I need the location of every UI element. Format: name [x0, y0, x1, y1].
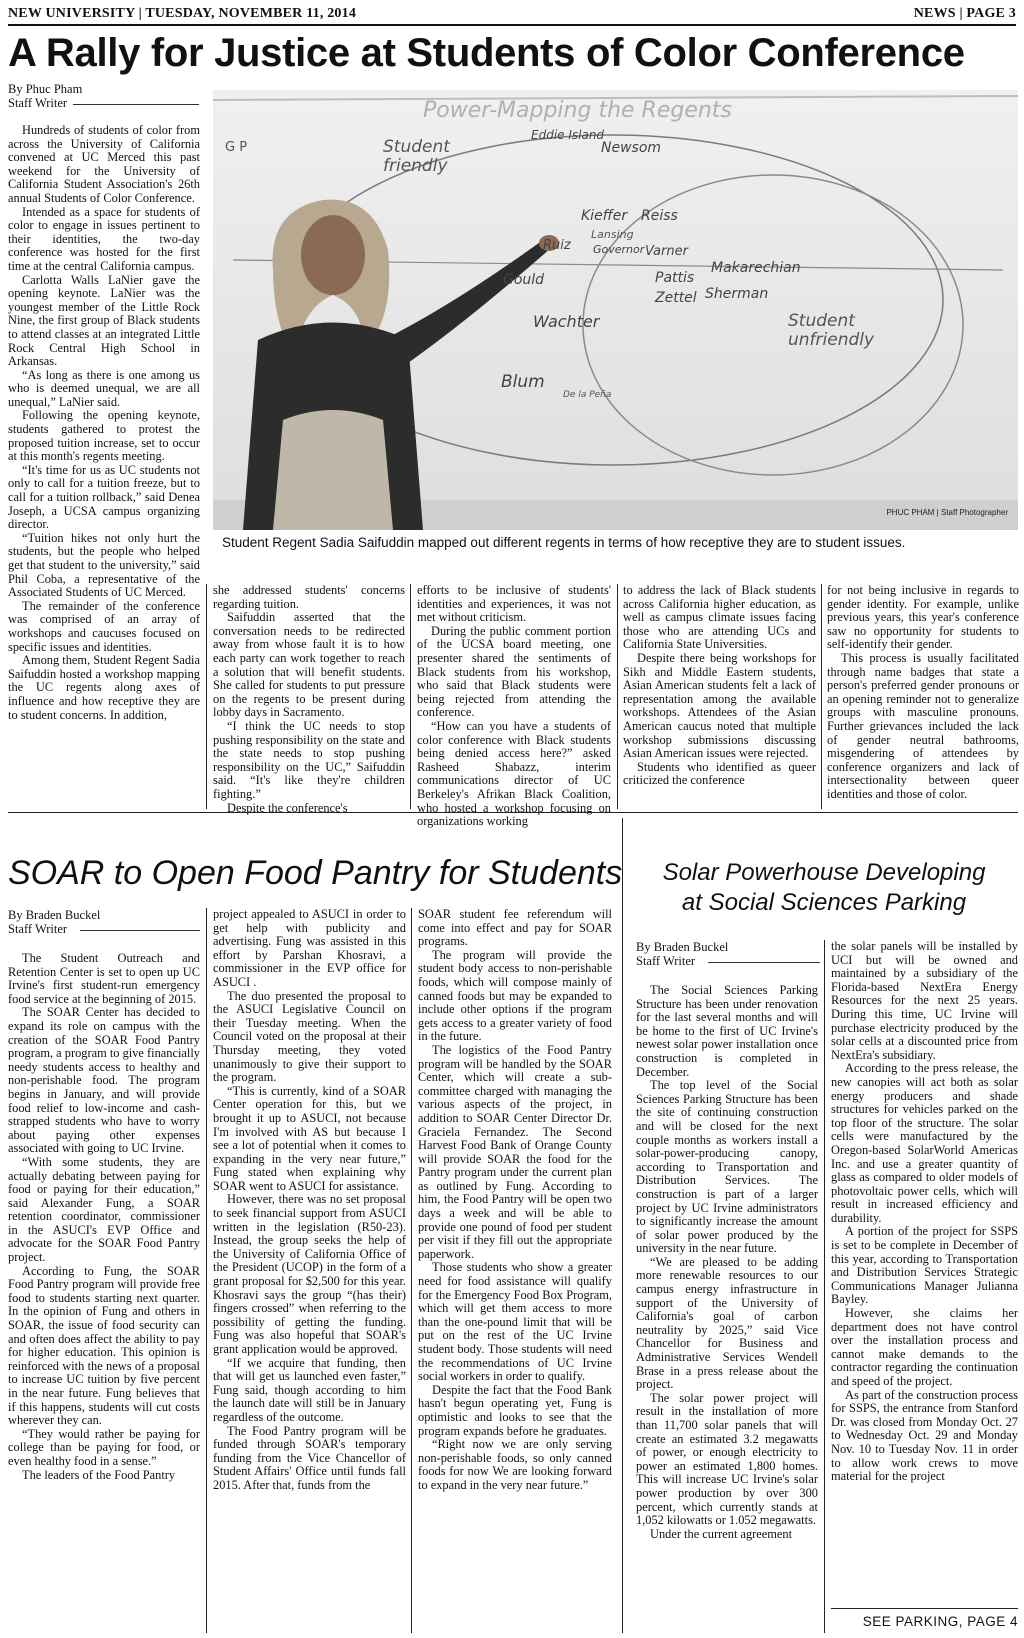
paragraph: Despite there being workshops for Sikh and Middle Eastern students, Asian American students felt a lack of representation among the available workshops. Attendees of the Asian American caucus noted that multiple workshop submissions discussing Asian American issues were rejected. — [623, 650, 816, 761]
regent-name: Governor — [593, 243, 645, 256]
paragraph: However, there was no set proposal to seek financial support from ASUCI written in the legislation (R50-23). Instead, the group seeks the help of the University of California Office of the President (UCOP) in the form of a grant proposal for $2,500 for this year. Khosravi says the group “(has their) fingers crossed” when referring to the possibility of getting the funding. Fung was also hopeful that SOAR's grant application would be approved. — [213, 1192, 406, 1356]
paragraph: However, she claims her department does not have control over the installation process and cannot make demands to the contractor regarding the continuation and speed of the project. — [831, 1306, 1018, 1388]
story2-column-1 — [8, 952, 200, 1633]
paragraph: The program will provide the student body access to non-perishable foods, which will compose mainly of canned foods but may be expanded to include other options if the program gets access to a greater variety of food in the future. — [418, 947, 612, 1044]
story1-column-2 — [213, 583, 405, 815]
story3-column-1 — [636, 984, 818, 1633]
paragraph: The SOAR Center has decided to expand its role on campus with the creation of the SOAR Food Pantry program, a program to give financially needy students access to healthy and non-perishable food. The program begins in January, and will provide food relief to low-income and cash-strapped students who have to worry about paying other expenses associated with going to UC Irvine. — [8, 1005, 200, 1156]
paragraph: Among them, Student Regent Sadia Saifuddin hosted a workshop mapping the UC regents along axes of influence and how receptive they are to student concerns. In addition, — [8, 653, 200, 722]
jump-rule — [831, 1608, 1018, 1609]
paragraph: A portion of the project for SSPS is set to be complete in December of this year, according to Transportation and Distribution Services Strategic Communications Manager Julianna Bayley. — [831, 1224, 1018, 1307]
story1-column-3 — [417, 583, 611, 829]
paragraph: “We are pleased to be adding more renewable resources to our campus energy infrastructure in support of the University of California's goal of carbon neutrality by 2025,” said Vice Chancellor for Business and Administrative Services Wendell Brase in a press release about the project. — [636, 1254, 818, 1392]
story-divider — [8, 812, 1018, 813]
byline-role: Staff Writer — [8, 96, 68, 110]
byline-name: By Braden Buckel — [636, 940, 729, 954]
photo-caption: Student Regent Sadia Saifuddin mapped out different regents in terms of how receptive they are to student issues. — [222, 535, 906, 550]
paragraph: Saifuddin asserted that the conversation needs to be redirected away from whose fault it is to how each party can work together to reach a solution that will benefit students. She called for students to put pressure on the regents to be present during lobby days in Sacramento. — [213, 610, 405, 720]
story2-column-3 — [418, 908, 612, 1633]
paragraph: “Tuition hikes not only hurt the students, but the people who helped get that student to the university,” said Phil Coba, a representative of the Associated Students of UC Merced. — [8, 530, 200, 600]
paragraph: The Student Outreach and Retention Center is set to open up UC Irvine's first student-run emergency food service at the beginning of 2015. — [8, 951, 200, 1006]
photo-credit: PHUC PHAM | Staff Photographer — [886, 508, 1008, 517]
column-divider — [206, 908, 207, 1633]
byline-role: Staff Writer — [636, 954, 696, 968]
regent-name: Makarechian — [711, 260, 801, 276]
story1-headline: A Rally for Justice at Students of Color Conference — [8, 31, 965, 75]
paragraph: “How can you have a students of color conference with Black students being denied access here?” asked Rasheed Shabazz, interim communications director of UC Berkeley's Afrikan Black Coalition, who hosted a workshop focusing on organizations working — [417, 718, 611, 829]
paragraph: Following the opening keynote, students gathered to protest the proposed tuition increase, set to occur at this month's regents meeting. — [8, 408, 200, 464]
masthead-date: NEW UNIVERSITY | TUESDAY, NOVEMBER 11, 2014 — [8, 6, 357, 21]
story1-byline — [8, 82, 82, 110]
paragraph: she addressed students' concerns regarding tuition. — [213, 583, 405, 611]
paragraph: The leaders of the Food Pantry — [22, 1467, 176, 1482]
paragraph: Students who identified as queer criticized the conference — [623, 759, 816, 788]
paragraph: “I think the UC needs to stop pushing responsibility on the state and the state needs to stop pushing responsibility on the UC,” Saifuddin said. “It's like they're children fighting.” — [213, 718, 405, 801]
paragraph: Hundreds of students of color from across the University of California convened at UC Merced this past weekend for the University of California Student Association's 26th annual Students of Color Conference. — [8, 123, 200, 205]
paragraph: project appealed to ASUCI in order to get help with publicity and advertising. Fung was assisted in this effort by Parshan Khosravi, a commissioner in the EVP office for ASUCI . — [213, 907, 406, 989]
paragraph: The Food Pantry program will be funded through SOAR's temporary funding from the Vice Chancellor of Student Affairs' Office until funds fall 2015. After that, funds from the — [213, 1423, 406, 1492]
column-divider — [617, 584, 618, 809]
paragraph: “If we acquire that funding, then that will get us launched even faster,” Fung said, though according to him the launch date will still be in January regardless of the outcome. — [213, 1355, 406, 1424]
story3-headline-line1: Solar Powerhouse Developing — [662, 859, 986, 886]
regent-name: Wachter — [533, 312, 600, 331]
regent-name: Zettel — [655, 290, 697, 306]
whiteboard-student-friendly: Student friendly — [383, 137, 450, 176]
regent-name: Gould — [503, 272, 545, 288]
paragraph: Carlotta Walls LaNier gave the opening keynote. LaNier was the youngest member of the Little Rock Nine, the first group of Black students to attend classes at an integrated Little Rock Central High School in Arkansas. — [8, 272, 200, 369]
column-divider — [206, 584, 207, 809]
story1-column-5 — [827, 584, 1019, 806]
byline-role: Staff Writer — [8, 922, 68, 936]
paragraph: The top level of the Social Sciences Parking Structure has been the site of continuing construction and will be closed for the next couple months as workers install a solar-power-producing canopy, according to Transportation and Distribution Services. The construction is part of a larger project by UC Irvine administrators to significantly increase the amount of solar power produced by the university in the near future. — [636, 1078, 818, 1256]
paragraph: “They would rather be paying for college than be paying for food, or even healthy food in a sense.” — [8, 1426, 200, 1468]
story3-byline — [636, 940, 728, 968]
regent-name: Blum — [501, 372, 545, 392]
story3-headline — [630, 858, 1018, 918]
masthead-section: NEWS | PAGE 3 — [913, 6, 1016, 21]
regent-name: Sherman — [705, 286, 769, 302]
regent-name: Lansing — [591, 228, 634, 241]
paragraph: During the public comment portion of the UCSA board meeting, one presenter shared the sentiments of Black students from his workshop, who said that Black students were being rejected from attending the conference. — [417, 623, 611, 720]
paragraph: “Right now we are only serving non-perishable foods, so only canned foods for now We are looking forward to expand in the very near future.” — [418, 1437, 612, 1492]
regent-name: De la Peña — [563, 390, 612, 400]
story3-column-2 — [831, 940, 1018, 1602]
column-divider — [824, 940, 825, 1633]
paragraph: The Social Sciences Parking Structure has been under renovation for the last several months and will be home to the first of UC Irvine's newest solar power installation once construction is completed in December. — [636, 983, 818, 1079]
paragraph: to address the lack of Black students across California higher education, as well as campus climate issues facing those who are attending UCs and California State Universities. — [623, 583, 816, 652]
column-divider — [411, 908, 412, 1633]
regent-name: Newsom — [601, 140, 662, 156]
story1-column-1 — [8, 124, 200, 806]
regent-name: Kieffer — [581, 208, 628, 224]
paragraph: Under the current agreement — [650, 1526, 793, 1541]
byline-name: By Phuc Pham — [8, 82, 83, 96]
paragraph: According to the press release, the new canopies will act both as solar energy producers and shade structures for vehicles parked on the top floor of the structure. The solar cells were manufactured by the Oregon-based SolarWorld Americas Inc. and use a greater quantity of glass as compared to older models of photovoltaic power cells, which will result in increased efficiency and durability. — [831, 1061, 1018, 1225]
paragraph: The duo presented the proposal to the ASUCI Legislative Council on their Tuesday meeting. When the Council voted on the proposal at their Thursday meeting, they voted unanimously to give their support to the program. — [213, 988, 406, 1085]
whiteboard-drawing — [213, 90, 1018, 530]
jump-line[interactable]: SEE PARKING, PAGE 4 — [862, 1614, 1018, 1629]
paragraph: the solar panels will be installed by UCI but will be owned and maintained by a subsidiary of the Florida-based NextEra Energy Resources for the next 25 years. During this time, UC Irvine will purchase electricity produced by the solar cells at a discounted price from NextEra's subsidiary. — [831, 939, 1018, 1062]
story1-column-4 — [623, 584, 816, 806]
regent-name: Ruiz — [543, 238, 571, 253]
paragraph: SOAR student fee referendum will come into effect and pay for SOAR programs. — [418, 907, 612, 949]
paragraph: efforts to be inclusive of students' identities and experiences, it was not met without criticism. — [417, 583, 611, 625]
paragraph: Despite the fact that the Food Bank hasn't begun operating yet, Fung is optimistic and looks to see that the program expands before he graduates. — [418, 1382, 612, 1438]
column-divider — [410, 584, 411, 809]
paragraph: According to Fung, the SOAR Food Pantry program will provide free food to students starting next quarter. In the opinion of Fung and others in SOAR, the issue of food security can and often does affect the ability to pay for higher education. This opinion is reinforced with the news of a proposal to increase UC tuition by five percent in the near future. Fung believes that if this happens, students will cut costs wherever they can. — [8, 1263, 200, 1428]
paragraph: “This is currently, kind of a SOAR Center operation for this, but we brought it up to ASUCI, not because I'm involved with AS but because I see a lot of potential when it comes to expanding in the very near future,” Fung stated when explaining why SOAR went to ASUCI for assistance. — [213, 1083, 406, 1193]
paragraph: As part of the construction process for SSPS, the entrance from Stanford Dr. was closed from Monday Oct. 27 to Wednesday Oct. 29 and Monday Nov. 10 to Tuesday Nov. 11 in order to allow work crews to move material for the project — [831, 1387, 1018, 1484]
paragraph: Despite the conference's — [227, 800, 348, 815]
story2-byline — [8, 908, 100, 936]
paragraph: This process is usually facilitated through name badges that state a person's preferred gender pronouns or an opening reminder not to generalize groups with masculine pronouns. Further grievances included the lack of gender neutral bathrooms, misgendering of attendees by conference organizers and lack of intersectionality between queer identities and those of color. — [827, 650, 1019, 801]
regent-name: Pattis — [655, 270, 695, 286]
whiteboard-student-unfriendly: Student unfriendly — [788, 311, 875, 350]
regent-name: Eddie Island — [531, 128, 605, 142]
story2-column-2 — [213, 908, 406, 1633]
paragraph: Those students who show a greater need for food assistance will qualify for the Emergency Food Box Program, which will get them access to more than the one-pound limit that will be put on the rest of the UC Irvine student body. Those students will need the recommendations of UC Irvine social workers in order to qualify. — [418, 1260, 612, 1384]
regent-name: Varner — [645, 244, 688, 259]
paragraph: The logistics of the Food Pantry program will be handled by the SOAR Center, which will create a sub-committee charged with managing the various aspects of the project, in addition to SOAR Center Director Dr. Graciela Fernandez. The Second Harvest Food Bank of Orange County will provide SOAR the food for the Pantry program under the current plan as outlined by Fung. According to him, the Food Pantry will be open two days a week and will be able to provide one pound of food per student per visit if they fill out the appropriate paperwork. — [418, 1042, 612, 1261]
story3-headline-line2: at Social Sciences Parking — [681, 889, 967, 916]
story-column-divider — [622, 818, 623, 1633]
story2-headline: SOAR to Open Food Pantry for Students — [8, 854, 623, 892]
byline-name: By Braden Buckel — [8, 908, 101, 922]
paragraph: for not being inclusive in regards to gender identity. For example, unlike previous years, this year's conference saw no opportunity for students to self-identify their gender. — [827, 583, 1019, 652]
masthead — [8, 6, 1016, 26]
story1-photo — [213, 90, 1018, 530]
paragraph: The remainder of the conference was comprised of an array of workshops and caucuses focused on specific issues and identities. — [8, 598, 200, 654]
whiteboard-title: Power-Mapping the Regents — [423, 98, 732, 123]
paragraph: “With some students, they are actually debating between paying for food or paying for their education,” said Alexander Fung, a SOAR retention coordinator, commissioner in the ASUCI's EVP Office and advocate for the SOAR Food Pantry project. — [8, 1154, 200, 1265]
paragraph: “It's time for us as UC students not only to call for a tuition freeze, but to call for a tuition rollback,” said Denea Joseph, a UCSA campus organizing director. — [8, 462, 200, 532]
whiteboard-gp: G P — [225, 140, 248, 155]
paragraph: Intended as a space for students of color to engage in issues pertinent to their identities, the two-day conference was hosted for the first time at the central California campus. — [8, 204, 200, 273]
paragraph: “As long as there is one among us who is deemed unequal, we are all unequal,” LaNier said. — [8, 367, 200, 409]
regent-name: Reiss — [641, 208, 678, 224]
column-divider — [821, 584, 822, 809]
paragraph: The solar power project will result in the installation of more than 11,700 solar panels that will create an estimated 3.2 megawatts of power, or enough electricity to power an estimated 1,800 homes. This will increase UC Irvine's solar power production by over 300 percent, which currently stands at 1,052 kilowatts or 1.052 megawatts. — [636, 1390, 818, 1528]
